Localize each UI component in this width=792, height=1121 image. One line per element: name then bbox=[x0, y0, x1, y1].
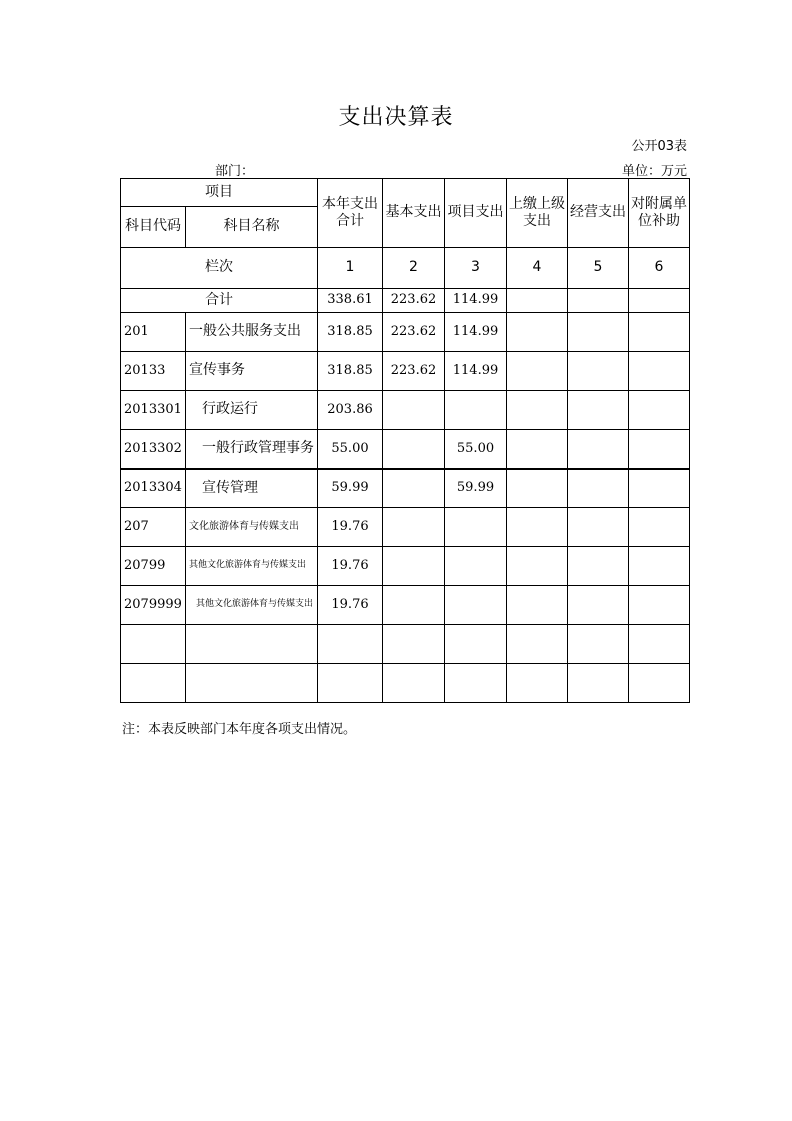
cell-project: 59.99 bbox=[445, 469, 507, 508]
table-row bbox=[121, 391, 690, 430]
page-title: 支出决算表 bbox=[338, 105, 454, 130]
index-col-4: 4 bbox=[507, 248, 568, 289]
cell-subsidy bbox=[629, 289, 690, 313]
cell-upper bbox=[507, 430, 568, 469]
index-col-2: 2 bbox=[383, 248, 445, 289]
cell-project bbox=[445, 664, 507, 703]
cell-upper bbox=[507, 664, 568, 703]
cell-code: 2079999 bbox=[121, 586, 186, 625]
header-upper: 上缴上级支出 bbox=[507, 179, 568, 248]
cell-project: 55.00 bbox=[445, 430, 507, 469]
cell-name: 文化旅游体育与传媒支出 bbox=[186, 508, 318, 547]
cell-upper bbox=[507, 625, 568, 664]
header-code: 科目代码 bbox=[121, 207, 186, 248]
cell-subsidy bbox=[629, 469, 690, 508]
index-row-label: 栏次 bbox=[121, 248, 318, 289]
cell-subsidy bbox=[629, 391, 690, 430]
cell-subsidy bbox=[629, 430, 690, 469]
cell-project bbox=[445, 391, 507, 430]
cell-project bbox=[445, 508, 507, 547]
cell-total: 55.00 bbox=[318, 430, 383, 469]
header-business: 经营支出 bbox=[568, 179, 629, 248]
table-row bbox=[121, 469, 690, 508]
cell-business bbox=[568, 313, 629, 352]
table-note: 注：本表反映部门本年度各项支出情况。 bbox=[122, 722, 357, 737]
cell-project bbox=[445, 625, 507, 664]
cell-basic: 223.62 bbox=[383, 352, 445, 391]
cell-project bbox=[445, 586, 507, 625]
cell-upper bbox=[507, 313, 568, 352]
cell-basic bbox=[383, 586, 445, 625]
table-row bbox=[121, 313, 690, 352]
table-row bbox=[121, 508, 690, 547]
cell-subsidy bbox=[629, 547, 690, 586]
cell-name: 其他文化旅游体育与传媒支出 bbox=[186, 547, 318, 586]
index-col-6: 6 bbox=[629, 248, 690, 289]
cell-subsidy bbox=[629, 508, 690, 547]
cell-total: 203.86 bbox=[318, 391, 383, 430]
cell-business bbox=[568, 430, 629, 469]
cell-code bbox=[121, 625, 186, 664]
cell-name bbox=[186, 664, 318, 703]
header-basic: 基本支出 bbox=[383, 179, 445, 248]
cell-basic bbox=[383, 547, 445, 586]
cell-name: 行政运行 bbox=[186, 391, 318, 430]
cell-code: 2013301 bbox=[121, 391, 186, 430]
total-row bbox=[121, 289, 690, 313]
cell-basic: 223.62 bbox=[383, 313, 445, 352]
cell-upper bbox=[507, 508, 568, 547]
cell-code: 207 bbox=[121, 508, 186, 547]
index-col-3: 3 bbox=[445, 248, 507, 289]
cell-total bbox=[318, 625, 383, 664]
cell-business bbox=[568, 289, 629, 313]
cell-code: 20799 bbox=[121, 547, 186, 586]
cell-subsidy bbox=[629, 664, 690, 703]
cell-business bbox=[568, 508, 629, 547]
cell-business bbox=[568, 469, 629, 508]
cell-upper bbox=[507, 469, 568, 508]
cell-basic bbox=[383, 664, 445, 703]
cell-project: 114.99 bbox=[445, 313, 507, 352]
cell-business bbox=[568, 664, 629, 703]
cell-business bbox=[568, 547, 629, 586]
cell-total: 19.76 bbox=[318, 547, 383, 586]
cell-business bbox=[568, 391, 629, 430]
header-item-group: 项目 bbox=[121, 179, 318, 207]
cell-upper bbox=[507, 352, 568, 391]
cell-total: 19.76 bbox=[318, 508, 383, 547]
cell-upper bbox=[507, 289, 568, 313]
total-label: 合计 bbox=[121, 289, 318, 313]
table-row bbox=[121, 586, 690, 625]
cell-total: 59.99 bbox=[318, 469, 383, 508]
cell-total: 338.61 bbox=[318, 289, 383, 313]
cell-total: 19.76 bbox=[318, 586, 383, 625]
table-row bbox=[121, 664, 690, 703]
cell-code: 201 bbox=[121, 313, 186, 352]
cell-code: 2013304 bbox=[121, 469, 186, 508]
table-row bbox=[121, 625, 690, 664]
cell-upper bbox=[507, 391, 568, 430]
cell-upper bbox=[507, 586, 568, 625]
cell-project bbox=[445, 547, 507, 586]
index-col-1: 1 bbox=[318, 248, 383, 289]
cell-business bbox=[568, 352, 629, 391]
header-name: 科目名称 bbox=[186, 207, 318, 248]
index-col-5: 5 bbox=[568, 248, 629, 289]
cell-basic bbox=[383, 625, 445, 664]
cell-subsidy bbox=[629, 352, 690, 391]
cell-name: 一般公共服务支出 bbox=[186, 313, 318, 352]
cell-basic: 223.62 bbox=[383, 289, 445, 313]
table-row bbox=[121, 352, 690, 391]
cell-total: 318.85 bbox=[318, 313, 383, 352]
cell-name bbox=[186, 625, 318, 664]
cell-business bbox=[568, 625, 629, 664]
cell-subsidy bbox=[629, 313, 690, 352]
cell-name: 一般行政管理事务 bbox=[186, 430, 318, 469]
cell-code bbox=[121, 664, 186, 703]
cell-subsidy bbox=[629, 586, 690, 625]
cell-subsidy bbox=[629, 625, 690, 664]
header-subsidy: 对附属单位补助 bbox=[629, 179, 690, 248]
header-project: 项目支出 bbox=[445, 179, 507, 248]
cell-basic bbox=[383, 508, 445, 547]
cell-project: 114.99 bbox=[445, 352, 507, 391]
department-label: 部门： bbox=[215, 164, 255, 179]
cell-code: 2013302 bbox=[121, 430, 186, 469]
cell-basic bbox=[383, 391, 445, 430]
form-number: 公开03表 bbox=[631, 139, 687, 154]
table-row bbox=[121, 430, 690, 469]
cell-name: 其他文化旅游体育与传媒支出 bbox=[186, 586, 318, 625]
cell-basic bbox=[383, 430, 445, 469]
cell-name: 宣传事务 bbox=[186, 352, 318, 391]
table-row bbox=[121, 547, 690, 586]
cell-project: 114.99 bbox=[445, 289, 507, 313]
cell-name: 宣传管理 bbox=[186, 469, 318, 508]
cell-basic bbox=[383, 469, 445, 508]
expenditure-table bbox=[120, 178, 690, 703]
header-total: 本年支出合计 bbox=[318, 179, 383, 248]
cell-business bbox=[568, 586, 629, 625]
unit-label: 单位：万元 bbox=[621, 164, 687, 179]
cell-upper bbox=[507, 547, 568, 586]
cell-code: 20133 bbox=[121, 352, 186, 391]
cell-total: 318.85 bbox=[318, 352, 383, 391]
cell-total bbox=[318, 664, 383, 703]
